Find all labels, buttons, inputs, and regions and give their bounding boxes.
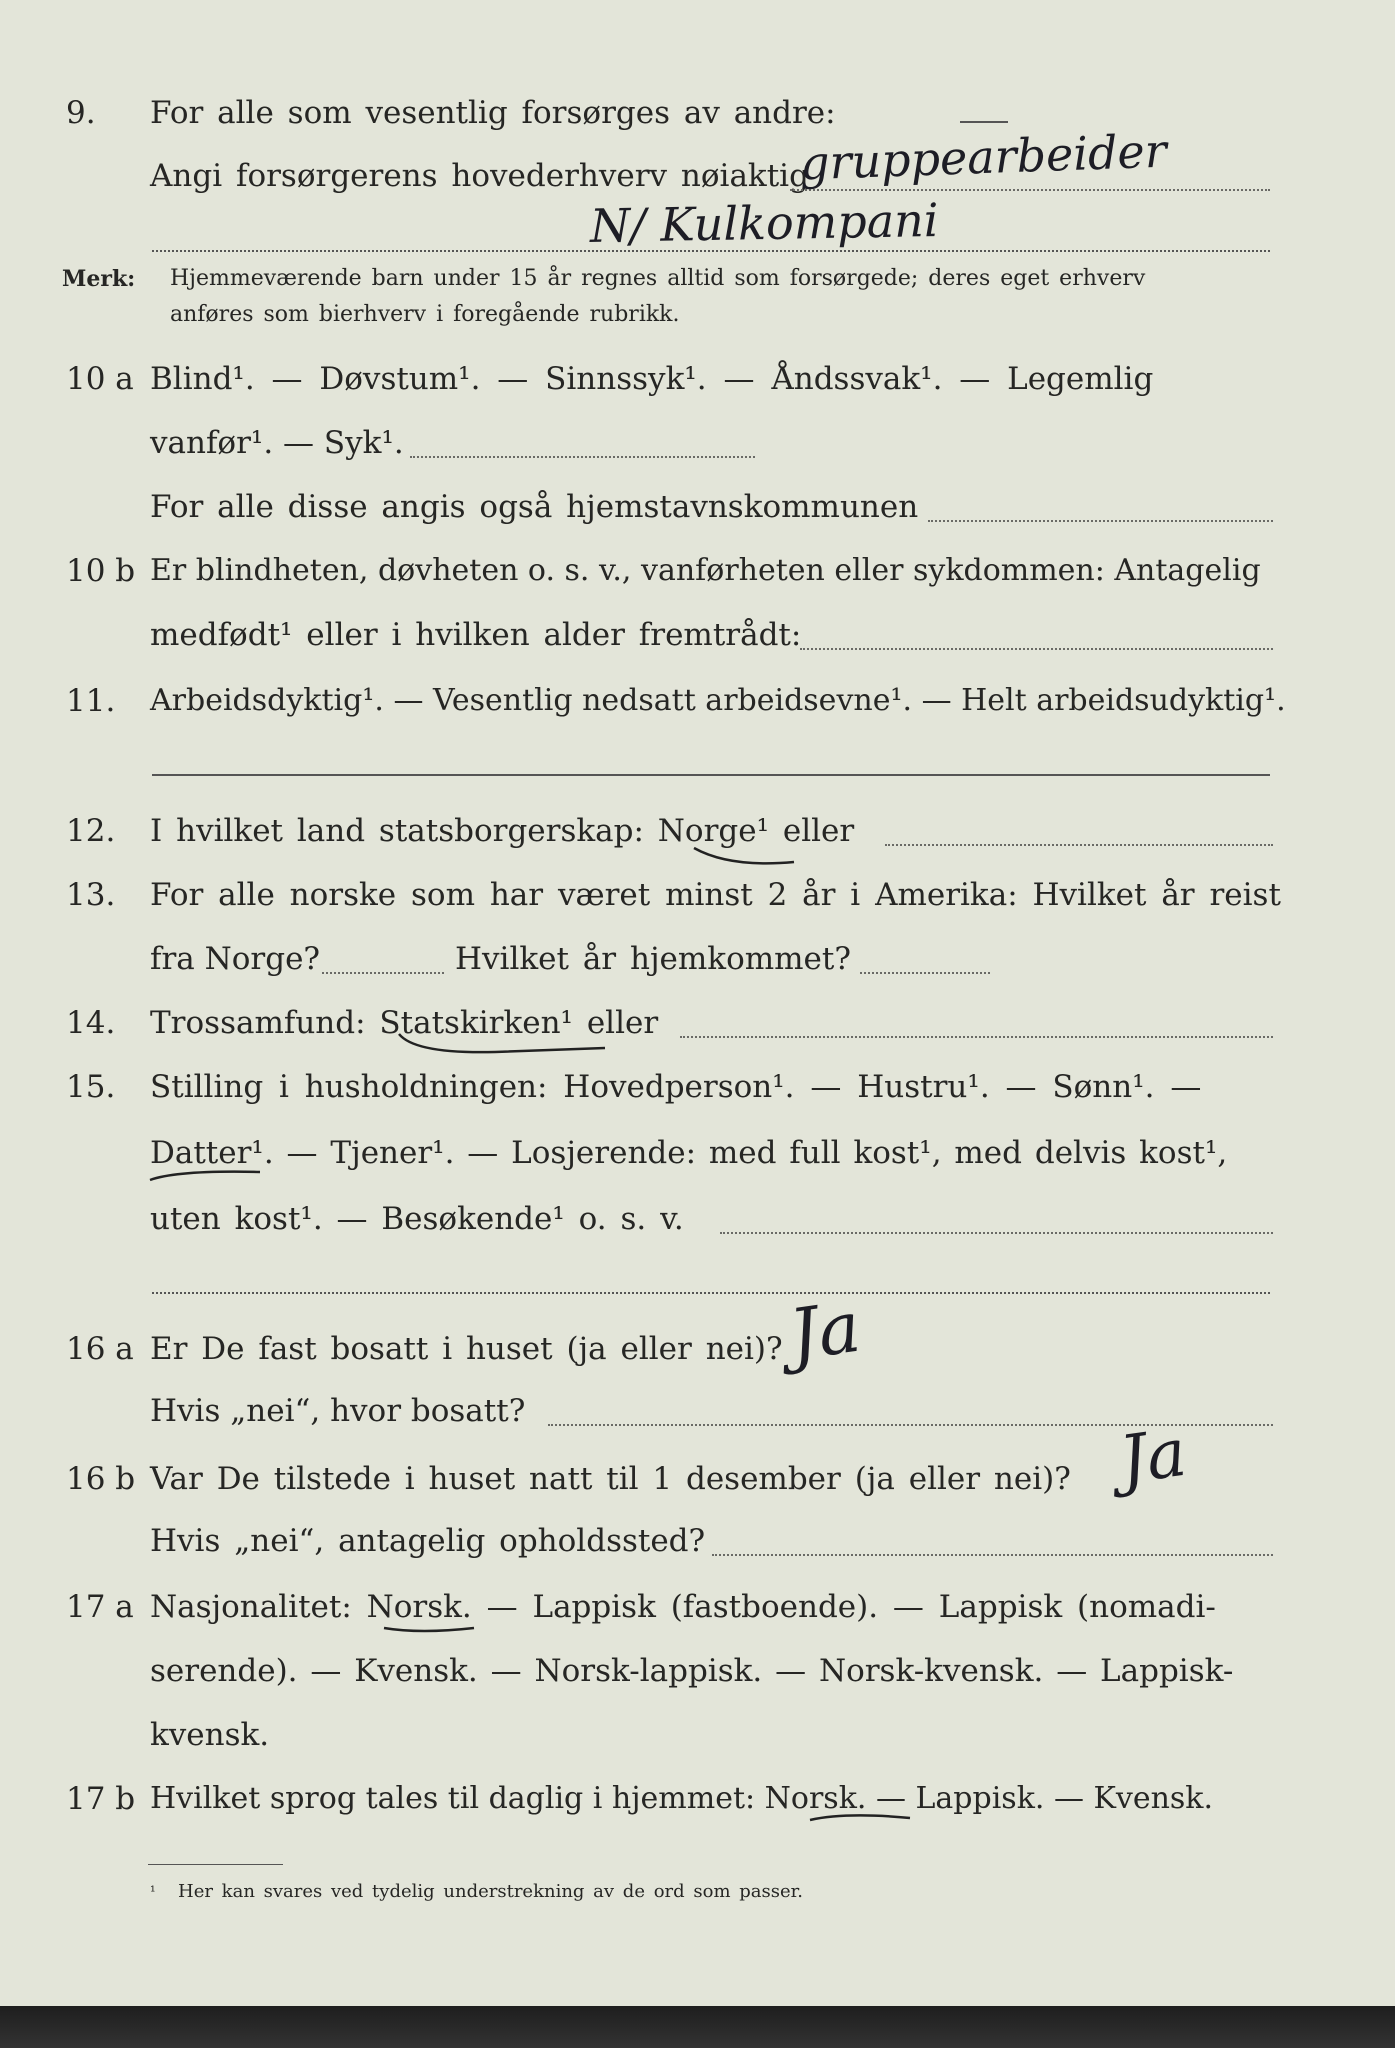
question-text: Blind¹. — Døvstum¹. — Sinnssyk¹. — Åndssvak¹. — Legemlig: [150, 361, 1154, 397]
question-15: [0, 1062, 1395, 1112]
question-number: 13.: [66, 877, 116, 913]
question-10a-3: [0, 482, 1395, 532]
footnote-rule: [148, 1864, 283, 1865]
question-text: uten kost¹. — Besøkende¹ o. s. v.: [150, 1201, 684, 1237]
question-text: Angi forsørgerens hovederhverv nøiaktig: [150, 158, 809, 194]
question-16b-2: [0, 1516, 1395, 1566]
question-text: kvensk.: [150, 1717, 270, 1753]
footnote: [0, 1880, 1395, 1904]
answer-dotted-line: [860, 972, 990, 974]
handwritten-answer-occupation: gruppearbeider: [799, 123, 1168, 191]
question-number: 9.: [66, 95, 96, 131]
question-text: Hvilket sprog tales til daglig i hjemmet: Norsk. — Lappisk. — Kvensk.: [150, 1781, 1214, 1816]
note-text: anføres som bierhverv i foregående rubrikk.: [170, 302, 680, 327]
dash-mark: [960, 121, 1008, 123]
question-text: I hvilket land statsborgerskap: Norge¹ eller: [150, 813, 855, 849]
separator-line: [152, 774, 1270, 776]
question-13: [0, 870, 1395, 920]
question-number: 14.: [66, 1005, 116, 1041]
footnote-marker: ¹: [150, 1884, 156, 1900]
handwritten-answer-ja: Ja: [784, 1285, 866, 1377]
question-17a-2: [0, 1646, 1395, 1696]
note-merk: [0, 264, 1395, 294]
question-text: Er blindheten, døvheten o. s. v., vanførheten eller sykdommen: Antagelig: [150, 553, 1261, 588]
question-text: fra Norge?: [150, 941, 321, 977]
question-14: [0, 998, 1395, 1048]
answer-dotted-line: [152, 250, 1270, 252]
answer-dotted-line: [720, 1232, 1273, 1234]
question-text: Hvilket år hjemkommet?: [455, 941, 851, 977]
question-text: For alle som vesentlig forsørges av andre:: [150, 95, 836, 131]
question-text: vanfør¹. — Syk¹.: [150, 425, 404, 461]
question-number: 17 b: [66, 1781, 136, 1817]
answer-dotted-line: [790, 189, 1270, 191]
question-11: [0, 676, 1395, 726]
scan-edge: [0, 2006, 1395, 2048]
question-text: Er De fast bosatt i huset (ja eller nei)?: [150, 1331, 783, 1367]
underline-mark-datter: [148, 1164, 268, 1188]
question-text: serende). — Kvensk. — Norsk-lappisk. — Norsk-kvensk. — Lappisk-: [150, 1653, 1234, 1689]
question-text: Hvis „nei“, hvor bosatt?: [150, 1393, 526, 1429]
answer-dotted-line: [928, 520, 1273, 522]
question-text: Stilling i husholdningen: Hovedperson¹. — Hustru¹. — Sønn¹. —: [150, 1069, 1202, 1105]
question-text: For alle disse angis også hjemstavnskommunen: [150, 489, 919, 525]
handwritten-answer-ja: Ja: [1114, 1413, 1191, 1500]
question-number: 15.: [66, 1069, 116, 1105]
question-text: Nasjonalitet: Norsk. — Lappisk (fastboende). — Lappisk (nomadi-: [150, 1589, 1216, 1625]
question-15-3: [0, 1194, 1395, 1244]
answer-dotted-line: [712, 1554, 1273, 1556]
footnote-text: Her kan svares ved tydelig understrekning av de ord som passer.: [178, 1881, 803, 1902]
question-17a-3: [0, 1710, 1395, 1760]
question-text: Var De tilstede i huset natt til 1 desember (ja eller nei)?: [150, 1461, 1071, 1497]
answer-dotted-line: [152, 1292, 1270, 1294]
question-text: Datter¹. — Tjener¹. — Losjerende: med full kost¹, med delvis kost¹,: [150, 1135, 1228, 1171]
question-16a-2: [0, 1386, 1395, 1436]
question-17b: [0, 1774, 1395, 1824]
question-number: 11.: [66, 683, 116, 719]
question-10b-2: [0, 610, 1395, 660]
question-13-2: [0, 934, 1395, 984]
question-number: 12.: [66, 813, 116, 849]
question-number: 17 a: [66, 1589, 134, 1625]
answer-dotted-line: [680, 1036, 1273, 1038]
question-10a-2: [0, 418, 1395, 468]
answer-dotted-line: [800, 648, 1273, 650]
answer-dotted-line: [885, 844, 1273, 846]
question-number: 16 b: [66, 1461, 136, 1497]
question-text: Trossamfund: Statskirken¹ eller: [150, 1005, 659, 1041]
question-10b: [0, 546, 1395, 596]
question-16a: [0, 1324, 1395, 1374]
question-9: [0, 88, 1395, 138]
note-merk-2: [0, 300, 1395, 330]
question-17a: [0, 1582, 1395, 1632]
handwritten-answer-employer: N/ Kulkompani: [589, 192, 939, 254]
question-text: medfødt¹ eller i hvilken alder fremtrådt:: [150, 617, 802, 653]
question-number: 10 a: [66, 361, 134, 397]
answer-dotted-line: [410, 456, 755, 458]
question-number: 16 a: [66, 1331, 134, 1367]
note-label: Merk:: [62, 266, 136, 292]
answer-dotted-line: [322, 972, 444, 974]
underline-mark-statskirken: [395, 1030, 615, 1060]
question-10a: [0, 354, 1395, 404]
underline-mark-norge: [690, 840, 800, 870]
question-9-sub: [0, 151, 1395, 201]
question-text: Hvis „nei“, antagelig opholdssted?: [150, 1523, 706, 1559]
underline-mark-norsk: [380, 1618, 480, 1638]
question-number: 10 b: [66, 553, 136, 589]
underline-mark-norsk-language: [806, 1808, 916, 1828]
note-text: Hjemmeværende barn under 15 år regnes alltid som forsørgede; deres eget erhverv: [170, 266, 1146, 291]
question-text: Arbeidsdyktig¹. — Vesentlig nedsatt arbeidsevne¹. — Helt arbeidsudyktig¹.: [150, 683, 1286, 718]
question-text: For alle norske som har været minst 2 år i Amerika: Hvilket år reist: [150, 877, 1281, 913]
